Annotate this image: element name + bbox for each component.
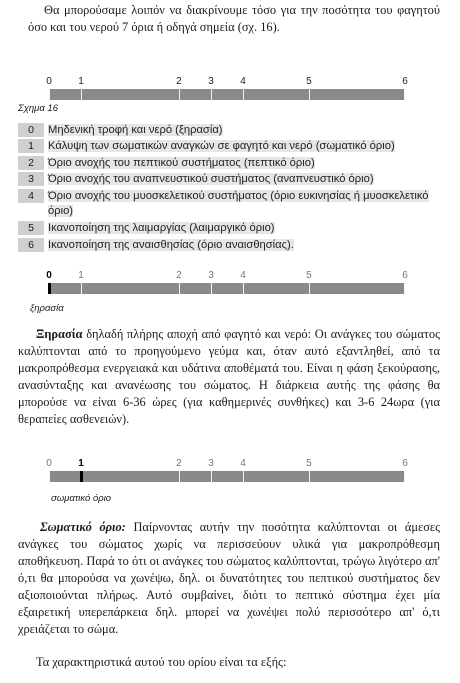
scale-tick-4 xyxy=(243,89,244,100)
scale-tick-2 xyxy=(179,283,180,294)
scale-tick-5 xyxy=(309,283,310,294)
intro-paragraph: Θα μπορούσαμε λοιπόν να διακρίνουμε τόσο για την ποσότητα του φαγητού όσο και του νερού 7 όρια ή οδηγά σημεία (σχ. 16). xyxy=(28,3,440,34)
legend-text: Όριο ανοχής του πεπτικού συστήματος (πεπτικό όριο) xyxy=(48,156,315,169)
scale-somatiko xyxy=(46,458,408,488)
scale-xirasia xyxy=(46,270,408,300)
limits-legend xyxy=(18,122,438,253)
scale-label-0: 0 xyxy=(46,76,52,87)
scale-label-3: 3 xyxy=(208,270,214,281)
scale-label-0: 0 xyxy=(46,270,52,281)
legend-text: Όριο ανοχής του μυοσκελετικού συστήματος (όριο ευκινησίας ή μυοσκελετικό όριο) xyxy=(48,189,429,218)
scale-tick-3 xyxy=(211,89,212,100)
scale-tick-1 xyxy=(80,471,83,482)
scale-caption-xirasia: ξηρασία xyxy=(30,303,64,314)
legend-text: Ικανοποίηση της αναισθησίας (όριο αναισθησίας). xyxy=(48,238,294,251)
scale-label-2: 2 xyxy=(176,76,182,87)
scale-tick-1 xyxy=(81,283,82,294)
scale-figure-16 xyxy=(46,76,408,106)
scale-bar xyxy=(49,471,405,482)
legend-text: Όριο ανοχής του αναπνευστικού συστήματος (αναπνευστικό όριο) xyxy=(48,173,374,186)
legend-row xyxy=(18,122,438,138)
legend-key: 6 xyxy=(18,238,44,252)
legend-text: Ικανοποίηση της λαιμαργίας (λαιμαργικό όριο) xyxy=(48,222,275,235)
legend-key: 3 xyxy=(18,172,44,186)
scale-label-2: 2 xyxy=(176,270,182,281)
scale-tick-6 xyxy=(404,283,405,294)
scale-labels xyxy=(46,76,408,88)
somatiko-paragraph xyxy=(18,519,440,638)
legend-text: Κάλυψη των σωματικών αναγκών σε φαγητό και νερό (σωματικό όριο) xyxy=(48,140,395,153)
scale-label-1: 1 xyxy=(78,270,84,281)
outro-paragraph: Τα χαρακτηριστικά αυτού του ορίου είναι τα εξής: xyxy=(36,655,287,669)
scale-tick-2 xyxy=(179,471,180,482)
legend-key: 5 xyxy=(18,221,44,235)
legend-row xyxy=(18,220,438,236)
scale-tick-1 xyxy=(81,89,82,100)
legend-key: 1 xyxy=(18,139,44,153)
scale-tick-5 xyxy=(309,89,310,100)
scale-bar xyxy=(49,89,405,100)
scale-label-6: 6 xyxy=(402,270,408,281)
scale-tick-5 xyxy=(309,471,310,482)
scale-label-6: 6 xyxy=(402,76,408,87)
legend-row xyxy=(18,171,438,187)
somatiko-text: Παίρνοντας αυτήν την ποσότητα καλύπτονται οι άμεσες ανάγκες του σώματος χωρίς να περισσεύουν υλικά για μακροπρόθεσμη αποθήκευση. Παρά το ότι οι ανάγκες του σώματος καλύπτονται, τρώγω λιγότερο απ' ό,τι θα μπορούσα να χωνέψω, δηλ. οι δυνατότητες του πεπτικού συστήματος δεν αξιοποιούνται πλήρως. Αυτό συμβαίνει, διότι το πεπτικό σύστημα έχει μία εξαιρετική υπερεπάρκεια δηλ. μπορεί να χωνέψει πολύ περισσότερο απ' ό,τι χρειάζεται το σώμα. xyxy=(18,520,440,636)
legend-key: 4 xyxy=(18,189,44,203)
legend-row xyxy=(18,155,438,171)
legend-key: 2 xyxy=(18,156,44,170)
scale-tick-3 xyxy=(211,471,212,482)
scale-tick-6 xyxy=(404,471,405,482)
xirasia-text: δηλαδή πλήρης αποχή από φαγητό και νερό: Οι ανάγκες του σώματος καλύπτονται από το προηγούμενο γεύμα και, όταν αυτό εξαντληθεί, από τα μακροπρόθεσμα ενεργειακά και υδάτινα αποθέματά του. Είναι η φάση ξεκούρασης, ανασύνταξης και ανανέωσης του σώματος. Η διάρκεια αυτής της φάσης θα μπορούσε να είναι 6-36 ώρες (για καθημερινές συνθήκες) και 3-6 24ωρα (για θεραπείες ασθενειών). xyxy=(18,327,440,426)
scale-tick-0 xyxy=(48,283,51,294)
xirasia-term: Ξηρασία xyxy=(36,327,83,341)
scale-label-5: 5 xyxy=(306,458,312,469)
scale-label-5: 5 xyxy=(306,270,312,281)
scale-label-3: 3 xyxy=(208,76,214,87)
legend-key: 0 xyxy=(18,123,44,137)
figure-caption: Σχημα 16 xyxy=(18,103,58,114)
scale-label-4: 4 xyxy=(240,458,246,469)
scale-label-1: 1 xyxy=(78,76,84,87)
somatiko-term: Σωματικό όριο: xyxy=(40,520,126,534)
legend-row xyxy=(18,138,438,154)
legend-text: Μηδενική τροφή και νερό (ξηρασία) xyxy=(48,124,223,136)
scale-tick-6 xyxy=(404,89,405,100)
scale-bar xyxy=(49,283,405,294)
scale-label-0: 0 xyxy=(46,458,52,469)
scale-tick-2 xyxy=(179,89,180,100)
scale-labels xyxy=(46,270,408,282)
scale-tick-4 xyxy=(243,283,244,294)
scale-label-4: 4 xyxy=(240,76,246,87)
scale-tick-3 xyxy=(211,283,212,294)
scale-tick-0 xyxy=(49,471,50,482)
scale-label-2: 2 xyxy=(176,458,182,469)
scale-tick-0 xyxy=(49,89,50,100)
scale-labels xyxy=(46,458,408,470)
scale-label-5: 5 xyxy=(306,76,312,87)
scale-label-3: 3 xyxy=(208,458,214,469)
scale-caption-somatiko: σωματικό όριο xyxy=(51,493,112,504)
scale-label-6: 6 xyxy=(402,458,408,469)
legend-row xyxy=(18,237,438,253)
scale-label-4: 4 xyxy=(240,270,246,281)
legend-row xyxy=(18,188,438,221)
xirasia-paragraph xyxy=(18,326,440,428)
scale-tick-4 xyxy=(243,471,244,482)
scale-label-1: 1 xyxy=(78,458,84,469)
